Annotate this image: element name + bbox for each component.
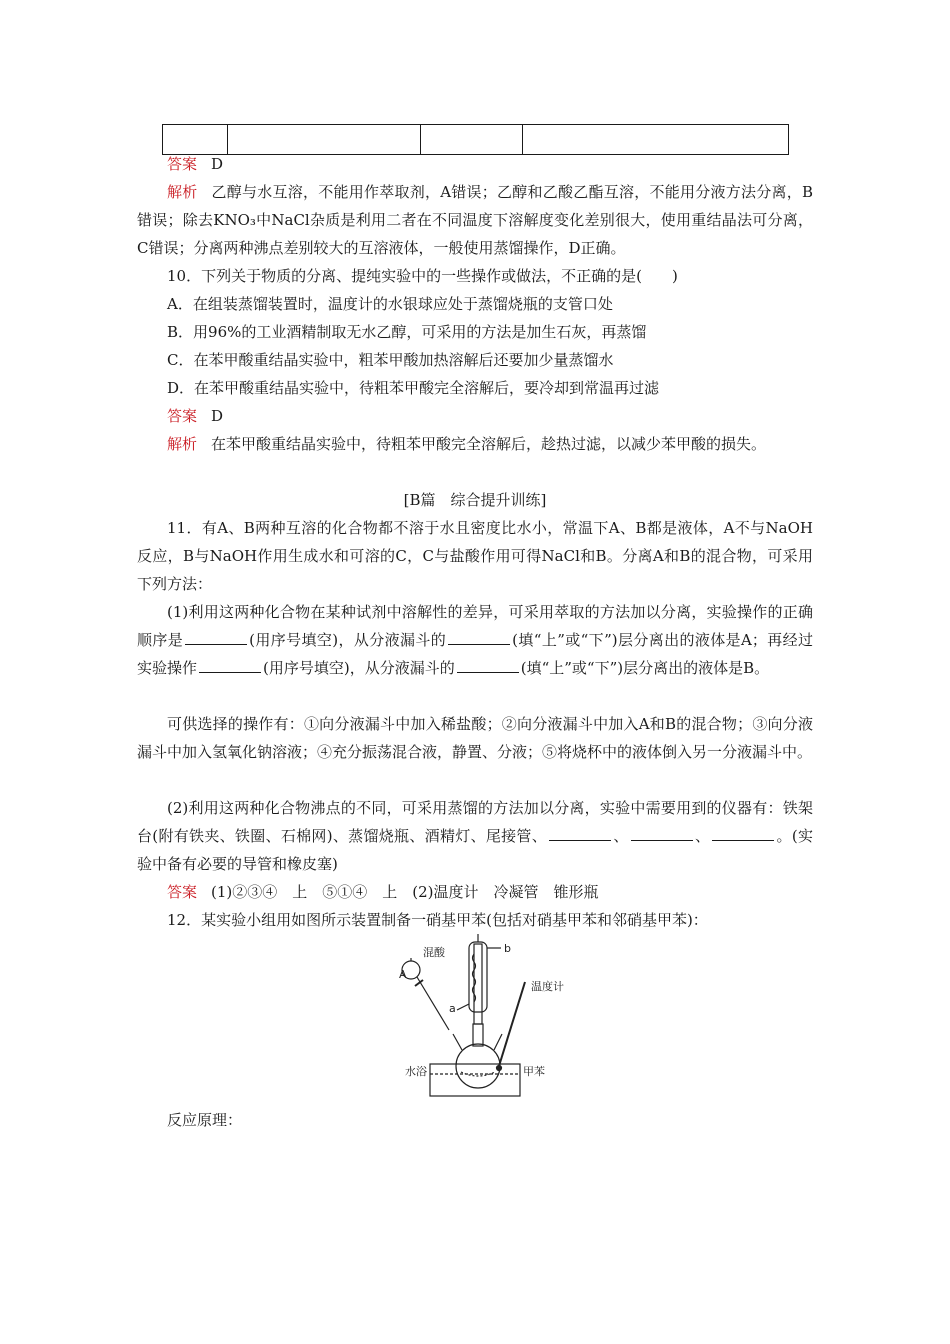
condenser-coil <box>473 954 476 1002</box>
label-A: A <box>399 968 407 981</box>
flask-left-neck <box>453 1034 462 1050</box>
thermometer <box>499 982 525 1066</box>
q10-analysis <box>137 430 813 458</box>
q10-option-b: B．用96%的工业酒精制取无水乙醇，可采用的方法是加生石灰，再蒸馏 <box>167 323 647 341</box>
text-run: (填“上”或“下”)层分离出的液体是A；再经过实验操作 <box>137 631 813 677</box>
three-neck-flask <box>456 1044 500 1088</box>
thermometer-bulb <box>497 1066 502 1071</box>
analysis-text: 乙醇与水互溶，不能用作萃取剂，A错误；乙醇和乙酸乙酯互溶，不能用分液方法分离，B错误；除去KNO₃中NaCl杂质是利用二者在不同温度下溶解度变化差别很大，使用重结晶法可分离，C错误；分离两种沸点差别较大的互溶液体，一般使用蒸馏操作，D正确。 <box>137 183 813 257</box>
fill-blank <box>199 658 261 673</box>
answer-value: D <box>211 155 224 173</box>
fill-blank <box>549 826 611 841</box>
text-run: 。(实验中备有必要的导管和橡皮塞) <box>137 827 813 873</box>
section-title: [B篇 综合提升训练] <box>403 491 547 509</box>
fill-blank <box>457 658 519 673</box>
text-run: (用序号填空)，从分液漏斗的 <box>249 631 447 649</box>
label-a: a <box>449 1002 456 1015</box>
label-mixed-acid: 混酸 <box>423 946 445 959</box>
fill-blank <box>631 826 693 841</box>
q10-answer <box>137 402 813 430</box>
q11-answer <box>137 878 813 906</box>
text-run: 、 <box>694 827 711 845</box>
q9-analysis <box>137 178 813 262</box>
text-run: (填“上”或“下”)层分离出的液体是B。 <box>520 659 770 677</box>
condenser-jacket <box>469 942 487 1012</box>
text-run: 、 <box>613 827 629 845</box>
text-run: (1)利用这两种化合物在某种试剂中溶解性的差异，可采用萃取的方法加以分离，实验操作的正确顺序是 <box>137 603 813 649</box>
flask-right-neck <box>494 1034 502 1050</box>
analysis-text: 在苯甲酸重结晶实验中，待粗苯甲酸完全溶解后，趁热过滤，以减少苯甲酸的损失。 <box>211 435 767 453</box>
answer-tag: 答案 <box>167 407 198 425</box>
q11-part1 <box>137 598 813 682</box>
q11-stem: 11．有A、B两种互溶的化合物都不溶于水且密度比水小，常温下A、B都是液体，A不与NaOH反应，B与NaOH作用生成水和可溶的C，C与盐酸作用可得NaCl和B。分离A和B的混合物，可采用下列方法： <box>137 519 813 593</box>
nitration-apparatus-figure <box>399 934 585 1099</box>
q12-reaction-principle: 反应原理： <box>167 1111 243 1129</box>
analysis-tag: 解析 <box>167 435 198 453</box>
q10-stem: 10．下列关于物质的分离、提纯实验中的一些操作或做法，不正确的是( ) <box>167 267 678 285</box>
analysis-tag: 解析 <box>167 183 198 201</box>
fill-blank <box>448 630 510 645</box>
answer-value: D <box>211 407 224 425</box>
inlet-a <box>457 1004 469 1010</box>
answer-value: (1)②③④ 上 ⑤①④ 上 (2)温度计 冷凝管 锥形瓶 <box>211 883 599 901</box>
q12-stem: 12．某实验小组用如图所示装置制备一硝基甲苯(包括对硝基甲苯和邻硝基甲苯)： <box>167 911 708 929</box>
text-run: (2)利用这两种化合物沸点的不同，可采用蒸馏的方法加以分离，实验中需要用到的仪器有：铁架台(附有铁夹、铁圈、石棉网)、蒸馏烧瓶、酒精灯、尾接管、 <box>137 799 813 845</box>
q10-option-d: D．在苯甲酸重结晶实验中，待粗苯甲酸完全溶解后，要冷却到常温再过滤 <box>167 379 660 397</box>
text-run: (用序号填空)，从分液漏斗的 <box>263 659 455 677</box>
water-bath-vessel <box>430 1064 520 1096</box>
funnel-stem <box>417 977 449 1030</box>
answer-tag: 答案 <box>167 883 198 901</box>
label-water-bath: 水浴 <box>405 1065 427 1078</box>
label-b: b <box>504 942 511 955</box>
label-toluene: 甲苯 <box>523 1065 545 1078</box>
label-thermometer: 温度计 <box>531 980 564 993</box>
answer-tag: 答案 <box>167 155 198 173</box>
q9-answer <box>137 150 813 178</box>
fill-blank <box>185 630 247 645</box>
q10-option-c: C．在苯甲酸重结晶实验中，粗苯甲酸加热溶解后还要加少量蒸馏水 <box>167 351 614 369</box>
flask-middle-neck <box>473 1024 483 1046</box>
q11-part2 <box>137 794 813 878</box>
fill-blank <box>712 826 774 841</box>
q11-options: 可供选择的操作有：①向分液漏斗中加入稀盐酸；②向分液漏斗中加入A和B的混合物；③向分液漏斗中加入氢氧化钠溶液；④充分振荡混合液，静置、分液；⑤将烧杯中的液体倒入另一分液漏斗中。 <box>137 715 813 761</box>
q10-option-a: A．在组装蒸馏装置时，温度计的水银球应处于蒸馏烧瓶的支管口处 <box>167 295 613 313</box>
